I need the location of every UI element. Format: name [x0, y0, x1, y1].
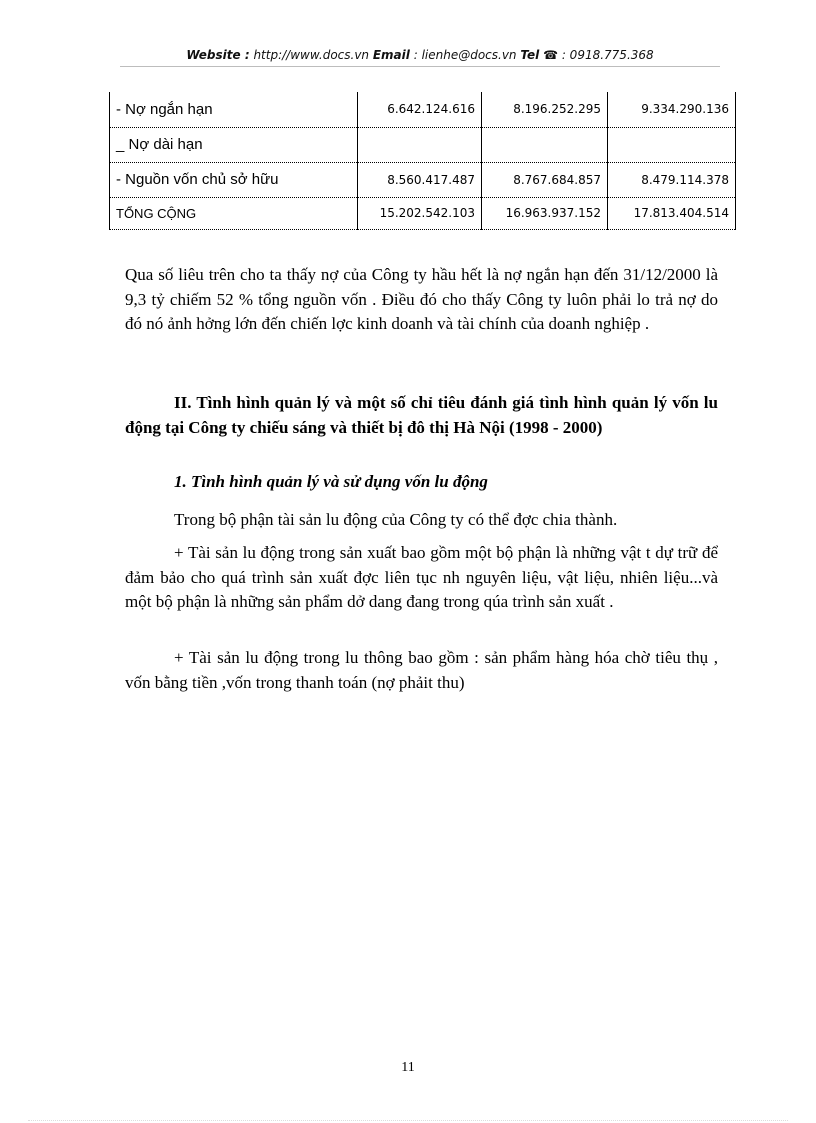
paragraph-debt-analysis: Qua số liêu trên cho ta thấy nợ của Công ty hầu hết là nợ ngắn hạn đến 31/12/2000 là 9,3 tỷ chiếm 52 % tổng nguồn vốn . Điều đó cho thấy Công ty luôn phải lo trả nợ do đó nó ảnh hởng lớn đến chiến lợc kinh doanh và tài chính của doanh nghiệp . [125, 265, 718, 333]
value-cell [608, 127, 736, 162]
section-heading: II. Tình hình quản lý và một số chỉ tiêu đánh giá tình hình quản lý vốn lu động tại Công ty chiếu sáng và thiết bị đô thị Hà Nội (1998 - 2000) [125, 393, 718, 437]
financial-table [109, 92, 736, 230]
table-row-total [110, 197, 736, 229]
tel-label: Tel [520, 48, 540, 62]
value-cell: 17.813.404.514 [608, 197, 736, 229]
row-label: - Nguồn vốn chủ sở hữu [110, 162, 358, 197]
email-label: Email [372, 48, 410, 62]
paragraph-circulation-assets: + Tài sản lu động trong lu thông bao gồm : sản phẩm hàng hóa chờ tiêu thụ , vốn bằng tiền ,vốn trong thanh toán (nợ phảit thu) [125, 648, 718, 692]
website-value: http://www.docs.vn [249, 48, 373, 62]
table-row [110, 127, 736, 162]
row-label: TỔNG CỘNG [110, 197, 358, 229]
footer-divider [28, 1120, 788, 1121]
value-cell: 6.642.124.616 [358, 92, 482, 127]
value-cell: 15.202.542.103 [358, 197, 482, 229]
value-cell [358, 127, 482, 162]
website-label: Website : [186, 48, 250, 62]
value-cell: 9.334.290.136 [608, 92, 736, 127]
value-cell [482, 127, 608, 162]
paragraph-intro: Trong bộ phận tài sản lu động của Công ty có thể đợc chia thành. [174, 510, 618, 529]
value-cell: 8.479.114.378 [608, 162, 736, 197]
tel-value: ☎ : 0918.775.368 [539, 48, 654, 62]
page-number: 11 [401, 1060, 415, 1075]
subsection-heading: 1. Tình hình quản lý và sử dụng vốn lu động [174, 472, 488, 491]
header-divider [120, 66, 720, 67]
email-value: : lienhe@docs.vn [409, 48, 521, 62]
value-cell: 8.767.684.857 [482, 162, 608, 197]
value-cell: 16.963.937.152 [482, 197, 608, 229]
value-cell: 8.196.252.295 [482, 92, 608, 127]
paragraph-production-assets: + Tài sản lu động trong sản xuất bao gồm một bộ phận là những vật t dự trữ để đảm bảo cho quá trình sản xuất đợc liên tục nh nguyên liệu, vật liệu, nhiên liệu...và một bộ phận là những sản phẩm dở dang đang trong qúa trình sản xuất . [125, 543, 718, 611]
row-label: - Nợ ngắn hạn [110, 92, 358, 127]
row-label: _ Nợ dài hạn [110, 127, 358, 162]
value-cell: 8.560.417.487 [358, 162, 482, 197]
table-row [110, 92, 736, 127]
table-row [110, 162, 736, 197]
page-header [120, 48, 720, 62]
